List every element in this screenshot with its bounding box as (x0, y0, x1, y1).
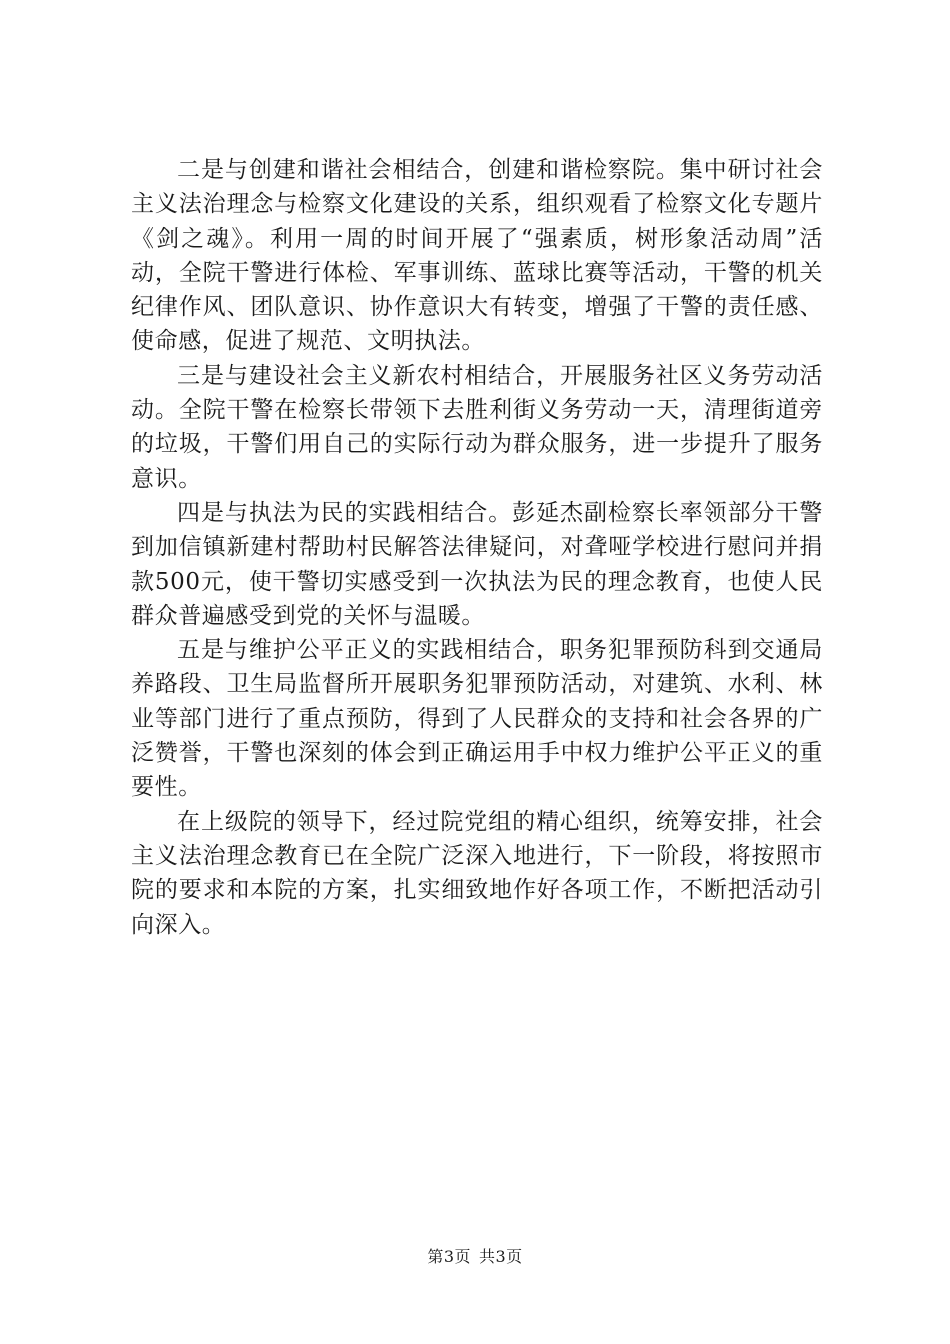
page-footer (0, 1244, 950, 1267)
paragraph-harmonious-society: 二是与创建和谐社会相结合，创建和谐检察院。集中研讨社会主义法治理念与检察文化建设的关系，组织观看了检察文化专题片《剑之魂》。利用一周的时间开展了“强素质，树形象活动周”活动，全院干警进行体检、军事训练、蓝球比赛等活动，干警的机关纪律作风、团队意识、协作意识大有转变，增强了干警的责任感、使命感，促进了规范、文明执法。 (131, 157, 823, 355)
document-body (131, 153, 823, 942)
paragraph-law-enforcement-for-people: 四是与执法为民的实践相结合。彭延杰副检察长率领部分干警到加信镇新建村帮助村民解答法律疑问，对聋哑学校进行慰问并捐款500元，使干警切实感受到一次执法为民的理念教育，也使人民群众普遍感受到党的关怀与温暖。 (131, 499, 823, 629)
page-total: 共3页 (479, 1247, 523, 1266)
paragraph-conclusion: 在上级院的领导下，经过院党组的精心组织，统筹安排，社会主义法治理念教育已在全院广泛深入地进行，下一阶段，将按照市院的要求和本院的方案，扎实细致地作好各项工作，不断把活动引向深入。 (131, 808, 823, 938)
page-number: 第3页 (427, 1247, 471, 1266)
paragraph-new-countryside: 三是与建设社会主义新农村相结合，开展服务社区义务劳动活动。全院干警在检察长带领下去胜利街义务劳动一天，清理街道旁的垃圾，干警们用自己的实际行动为群众服务，进一步提升了服务意识。 (131, 362, 823, 492)
paragraph-fairness-justice: 五是与维护公平正义的实践相结合，职务犯罪预防科到交通局养路段、卫生局监督所开展职务犯罪预防活动，对建筑、水利、林业等部门进行了重点预防，得到了人民群众的支持和社会各界的广泛赞誉，干警也深刻的体会到正确运用手中权力维护公平正义的重要性。 (131, 637, 823, 801)
